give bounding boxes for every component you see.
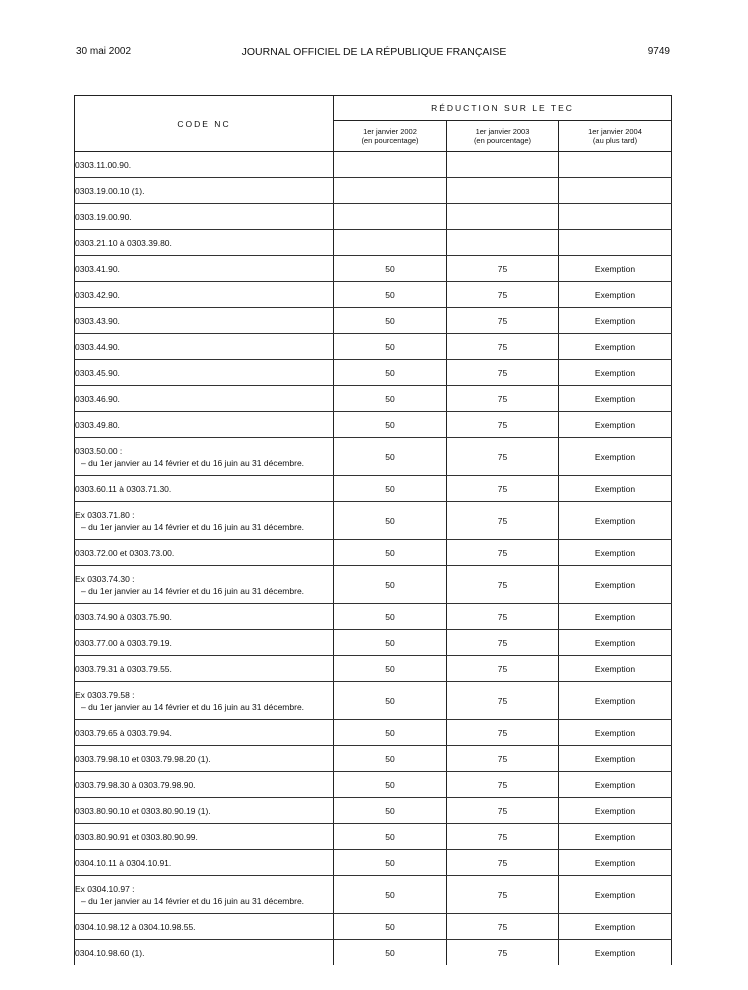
- reduction-2004-cell: Exemption: [559, 282, 672, 308]
- reduction-2003-cell: 75: [447, 914, 559, 940]
- reduction-2002-cell: 50: [334, 540, 447, 566]
- code-text: Ex 0303.79.58 :: [75, 689, 135, 700]
- table-row: [75, 334, 672, 360]
- reduction-2002-cell: 50: [334, 630, 447, 656]
- reduction-2002-cell: 50: [334, 308, 447, 334]
- table-row: [75, 630, 672, 656]
- reduction-2003-cell: 75: [447, 746, 559, 772]
- code-text: 0303.46.90.: [75, 393, 120, 404]
- code-text: 0303.79.98.10 et 0303.79.98.20 (1).: [75, 753, 211, 764]
- code-cell: [75, 308, 334, 334]
- reduction-2002-cell: 50: [334, 656, 447, 682]
- reduction-2002-cell: 50: [334, 940, 447, 966]
- reduction-2004-cell: Exemption: [559, 334, 672, 360]
- table-row: [75, 682, 672, 720]
- reduction-2002-cell: 50: [334, 914, 447, 940]
- table-row: [75, 386, 672, 412]
- reduction-2003-cell: 75: [447, 308, 559, 334]
- code-subtext: – du 1er janvier au 14 février et du 16 juin au 31 décembre.: [81, 521, 305, 532]
- code-text: 0303.50.00 :: [75, 445, 123, 456]
- table-row: [75, 308, 672, 334]
- table-row: [75, 438, 672, 476]
- table-row: [75, 824, 672, 850]
- code-text: 0303.49.80.: [75, 419, 120, 430]
- reduction-2004-cell: Exemption: [559, 798, 672, 824]
- reduction-2004-cell: Exemption: [559, 604, 672, 630]
- reduction-2003-cell: 75: [447, 876, 559, 914]
- reduction-2002-cell: 50: [334, 772, 447, 798]
- reduction-2004-cell: Exemption: [559, 824, 672, 850]
- table-row: [75, 720, 672, 746]
- code-cell: [75, 540, 334, 566]
- code-cell: [75, 178, 334, 204]
- code-cell: [75, 256, 334, 282]
- code-text: 0303.41.90.: [75, 263, 120, 274]
- code-cell: [75, 914, 334, 940]
- col-2004-date: 1er janvier 2004: [588, 127, 642, 136]
- reduction-2004-cell: [559, 230, 672, 256]
- table-row: [75, 152, 672, 178]
- table-row: [75, 940, 672, 966]
- code-nc-header: CODE NC: [75, 96, 334, 152]
- reduction-2003-cell: 75: [447, 798, 559, 824]
- col-2003-note: (en pourcentage): [473, 136, 532, 145]
- reduction-2004-cell: Exemption: [559, 476, 672, 502]
- code-cell: [75, 438, 334, 476]
- col-2002-header: [334, 121, 447, 152]
- code-text: 0303.74.90 à 0303.75.90.: [75, 611, 172, 622]
- code-text: 0303.79.31 à 0303.79.55.: [75, 663, 172, 674]
- code-cell: [75, 502, 334, 540]
- code-text: 0303.79.65 à 0303.79.94.: [75, 727, 172, 738]
- reduction-2003-cell: 75: [447, 360, 559, 386]
- code-cell: [75, 282, 334, 308]
- reduction-2003-cell: 75: [447, 850, 559, 876]
- table-row: [75, 230, 672, 256]
- code-cell: [75, 334, 334, 360]
- code-text: 0304.10.11 à 0304.10.91.: [75, 857, 172, 868]
- code-text: 0304.10.98.60 (1).: [75, 947, 145, 958]
- reduction-2002-cell: [334, 204, 447, 230]
- reduction-2003-cell: [447, 152, 559, 178]
- code-cell: [75, 824, 334, 850]
- code-cell: [75, 772, 334, 798]
- reduction-2002-cell: 50: [334, 746, 447, 772]
- reduction-2002-cell: [334, 178, 447, 204]
- reduction-2004-cell: Exemption: [559, 630, 672, 656]
- code-cell: [75, 876, 334, 914]
- code-cell: [75, 798, 334, 824]
- reduction-2003-cell: 75: [447, 476, 559, 502]
- reduction-2004-cell: Exemption: [559, 876, 672, 914]
- reduction-2004-cell: Exemption: [559, 720, 672, 746]
- reduction-2002-cell: 50: [334, 720, 447, 746]
- code-cell: [75, 360, 334, 386]
- reduction-2004-cell: Exemption: [559, 940, 672, 966]
- code-subtext: – du 1er janvier au 14 février et du 16 juin au 31 décembre.: [81, 701, 305, 712]
- table-row: [75, 850, 672, 876]
- code-text: 0303.19.00.10 (1).: [75, 185, 145, 196]
- reduction-2003-cell: 75: [447, 256, 559, 282]
- reduction-2002-cell: 50: [334, 412, 447, 438]
- table-row: [75, 746, 672, 772]
- reduction-2003-cell: 75: [447, 502, 559, 540]
- table-row: [75, 178, 672, 204]
- reduction-2004-cell: Exemption: [559, 914, 672, 940]
- code-cell: [75, 746, 334, 772]
- code-text: 0304.10.98.12 à 0304.10.98.55.: [75, 921, 196, 932]
- code-text: 0303.79.98.30 à 0303.79.98.90.: [75, 779, 196, 790]
- reduction-2002-cell: 50: [334, 360, 447, 386]
- journal-title: JOURNAL OFFICIEL DE LA RÉPUBLIQUE FRANÇAISE: [241, 46, 507, 58]
- reduction-2004-cell: Exemption: [559, 772, 672, 798]
- reduction-2003-cell: 75: [447, 412, 559, 438]
- code-cell: [75, 476, 334, 502]
- reduction-2004-cell: Exemption: [559, 360, 672, 386]
- col-2004-note: (au plus tard): [592, 136, 638, 145]
- reduction-2003-cell: 75: [447, 334, 559, 360]
- reduction-2002-cell: [334, 152, 447, 178]
- code-cell: [75, 152, 334, 178]
- code-text: Ex 0303.71.80 :: [75, 509, 135, 520]
- tariff-table: [74, 95, 672, 965]
- table-row: [75, 656, 672, 682]
- code-cell: [75, 412, 334, 438]
- reduction-2004-cell: Exemption: [559, 540, 672, 566]
- reduction-2002-cell: 50: [334, 798, 447, 824]
- code-text: 0303.43.90.: [75, 315, 120, 326]
- code-text: Ex 0303.74.30 :: [75, 573, 135, 584]
- reduction-2004-cell: [559, 178, 672, 204]
- table-row: [75, 502, 672, 540]
- code-cell: [75, 386, 334, 412]
- reduction-2002-cell: 50: [334, 476, 447, 502]
- table-row: [75, 282, 672, 308]
- code-cell: [75, 682, 334, 720]
- code-cell: [75, 850, 334, 876]
- reduction-2004-cell: Exemption: [559, 746, 672, 772]
- code-text: 0303.77.00 à 0303.79.19.: [75, 637, 172, 648]
- reduction-2003-cell: 75: [447, 604, 559, 630]
- reduction-2002-cell: 50: [334, 386, 447, 412]
- reduction-2003-cell: 75: [447, 386, 559, 412]
- reduction-2004-cell: [559, 204, 672, 230]
- reduction-2003-cell: 75: [447, 772, 559, 798]
- reduction-2004-cell: Exemption: [559, 386, 672, 412]
- code-cell: [75, 204, 334, 230]
- table-row: [75, 204, 672, 230]
- page-number: 9749: [647, 46, 670, 57]
- code-text: 0303.21.10 à 0303.39.80.: [75, 237, 172, 248]
- page-date: 30 mai 2002: [76, 46, 132, 57]
- reduction-2002-cell: 50: [334, 256, 447, 282]
- code-text: 0303.45.90.: [75, 367, 120, 378]
- table-row: [75, 876, 672, 914]
- table-row: [75, 540, 672, 566]
- reduction-2004-cell: Exemption: [559, 682, 672, 720]
- code-cell: [75, 656, 334, 682]
- reduction-2002-cell: 50: [334, 876, 447, 914]
- table-row: [75, 412, 672, 438]
- reduction-2003-cell: 75: [447, 630, 559, 656]
- reduction-2003-cell: [447, 178, 559, 204]
- table-row: [75, 798, 672, 824]
- reduction-2002-cell: 50: [334, 334, 447, 360]
- reduction-2004-cell: Exemption: [559, 502, 672, 540]
- code-text: 0303.80.90.10 et 0303.80.90.19 (1).: [75, 805, 211, 816]
- reduction-2004-cell: [559, 152, 672, 178]
- reduction-2004-cell: Exemption: [559, 438, 672, 476]
- reduction-2003-cell: 75: [447, 282, 559, 308]
- code-cell: [75, 630, 334, 656]
- code-cell: [75, 940, 334, 966]
- reduction-2002-cell: 50: [334, 850, 447, 876]
- reduction-header: RÉDUCTION SUR LE TEC: [334, 96, 672, 121]
- code-text: 0303.80.90.91 et 0303.80.90.99.: [75, 831, 198, 842]
- table-row: [75, 772, 672, 798]
- reduction-2003-cell: 75: [447, 682, 559, 720]
- reduction-2002-cell: 50: [334, 566, 447, 604]
- code-cell: [75, 230, 334, 256]
- reduction-2002-cell: [334, 230, 447, 256]
- code-text: Ex 0304.10.97 :: [75, 883, 135, 894]
- reduction-2002-cell: 50: [334, 682, 447, 720]
- reduction-2004-cell: Exemption: [559, 308, 672, 334]
- reduction-2003-cell: [447, 204, 559, 230]
- code-subtext: – du 1er janvier au 14 février et du 16 juin au 31 décembre.: [81, 895, 305, 906]
- col-2004-header: [559, 121, 672, 152]
- col-2003-header: [447, 121, 559, 152]
- reduction-2004-cell: Exemption: [559, 656, 672, 682]
- code-text: 0303.44.90.: [75, 341, 120, 352]
- table-row: [75, 914, 672, 940]
- table-row: [75, 566, 672, 604]
- code-cell: [75, 566, 334, 604]
- reduction-2004-cell: Exemption: [559, 566, 672, 604]
- code-text: 0303.42.90.: [75, 289, 120, 300]
- reduction-2003-cell: 75: [447, 720, 559, 746]
- code-text: 0303.11.00.90.: [75, 159, 132, 170]
- table-row: [75, 476, 672, 502]
- col-2002-note: (en pourcentage): [361, 136, 419, 145]
- code-text: 0303.72.00 et 0303.73.00.: [75, 547, 175, 558]
- reduction-2003-cell: [447, 230, 559, 256]
- reduction-2003-cell: 75: [447, 566, 559, 604]
- reduction-2003-cell: 75: [447, 824, 559, 850]
- reduction-2003-cell: 75: [447, 940, 559, 966]
- table-row: [75, 360, 672, 386]
- reduction-2002-cell: 50: [334, 282, 447, 308]
- reduction-2003-cell: 75: [447, 438, 559, 476]
- code-subtext: – du 1er janvier au 14 février et du 16 juin au 31 décembre.: [81, 585, 305, 596]
- col-2002-date: 1er janvier 2002: [363, 127, 417, 136]
- reduction-2002-cell: 50: [334, 438, 447, 476]
- code-subtext: – du 1er janvier au 14 février et du 16 juin au 31 décembre.: [81, 457, 305, 468]
- reduction-2004-cell: Exemption: [559, 412, 672, 438]
- reduction-2002-cell: 50: [334, 502, 447, 540]
- reduction-2002-cell: 50: [334, 604, 447, 630]
- code-text: 0303.60.11 à 0303.71.30.: [75, 483, 172, 494]
- code-text: 0303.19.00.90.: [75, 211, 132, 222]
- col-2003-date: 1er janvier 2003: [475, 127, 530, 136]
- reduction-2004-cell: Exemption: [559, 850, 672, 876]
- reduction-2002-cell: 50: [334, 824, 447, 850]
- code-cell: [75, 720, 334, 746]
- table-row: [75, 256, 672, 282]
- table-row: [75, 604, 672, 630]
- reduction-2004-cell: Exemption: [559, 256, 672, 282]
- reduction-2003-cell: 75: [447, 656, 559, 682]
- code-cell: [75, 604, 334, 630]
- reduction-2003-cell: 75: [447, 540, 559, 566]
